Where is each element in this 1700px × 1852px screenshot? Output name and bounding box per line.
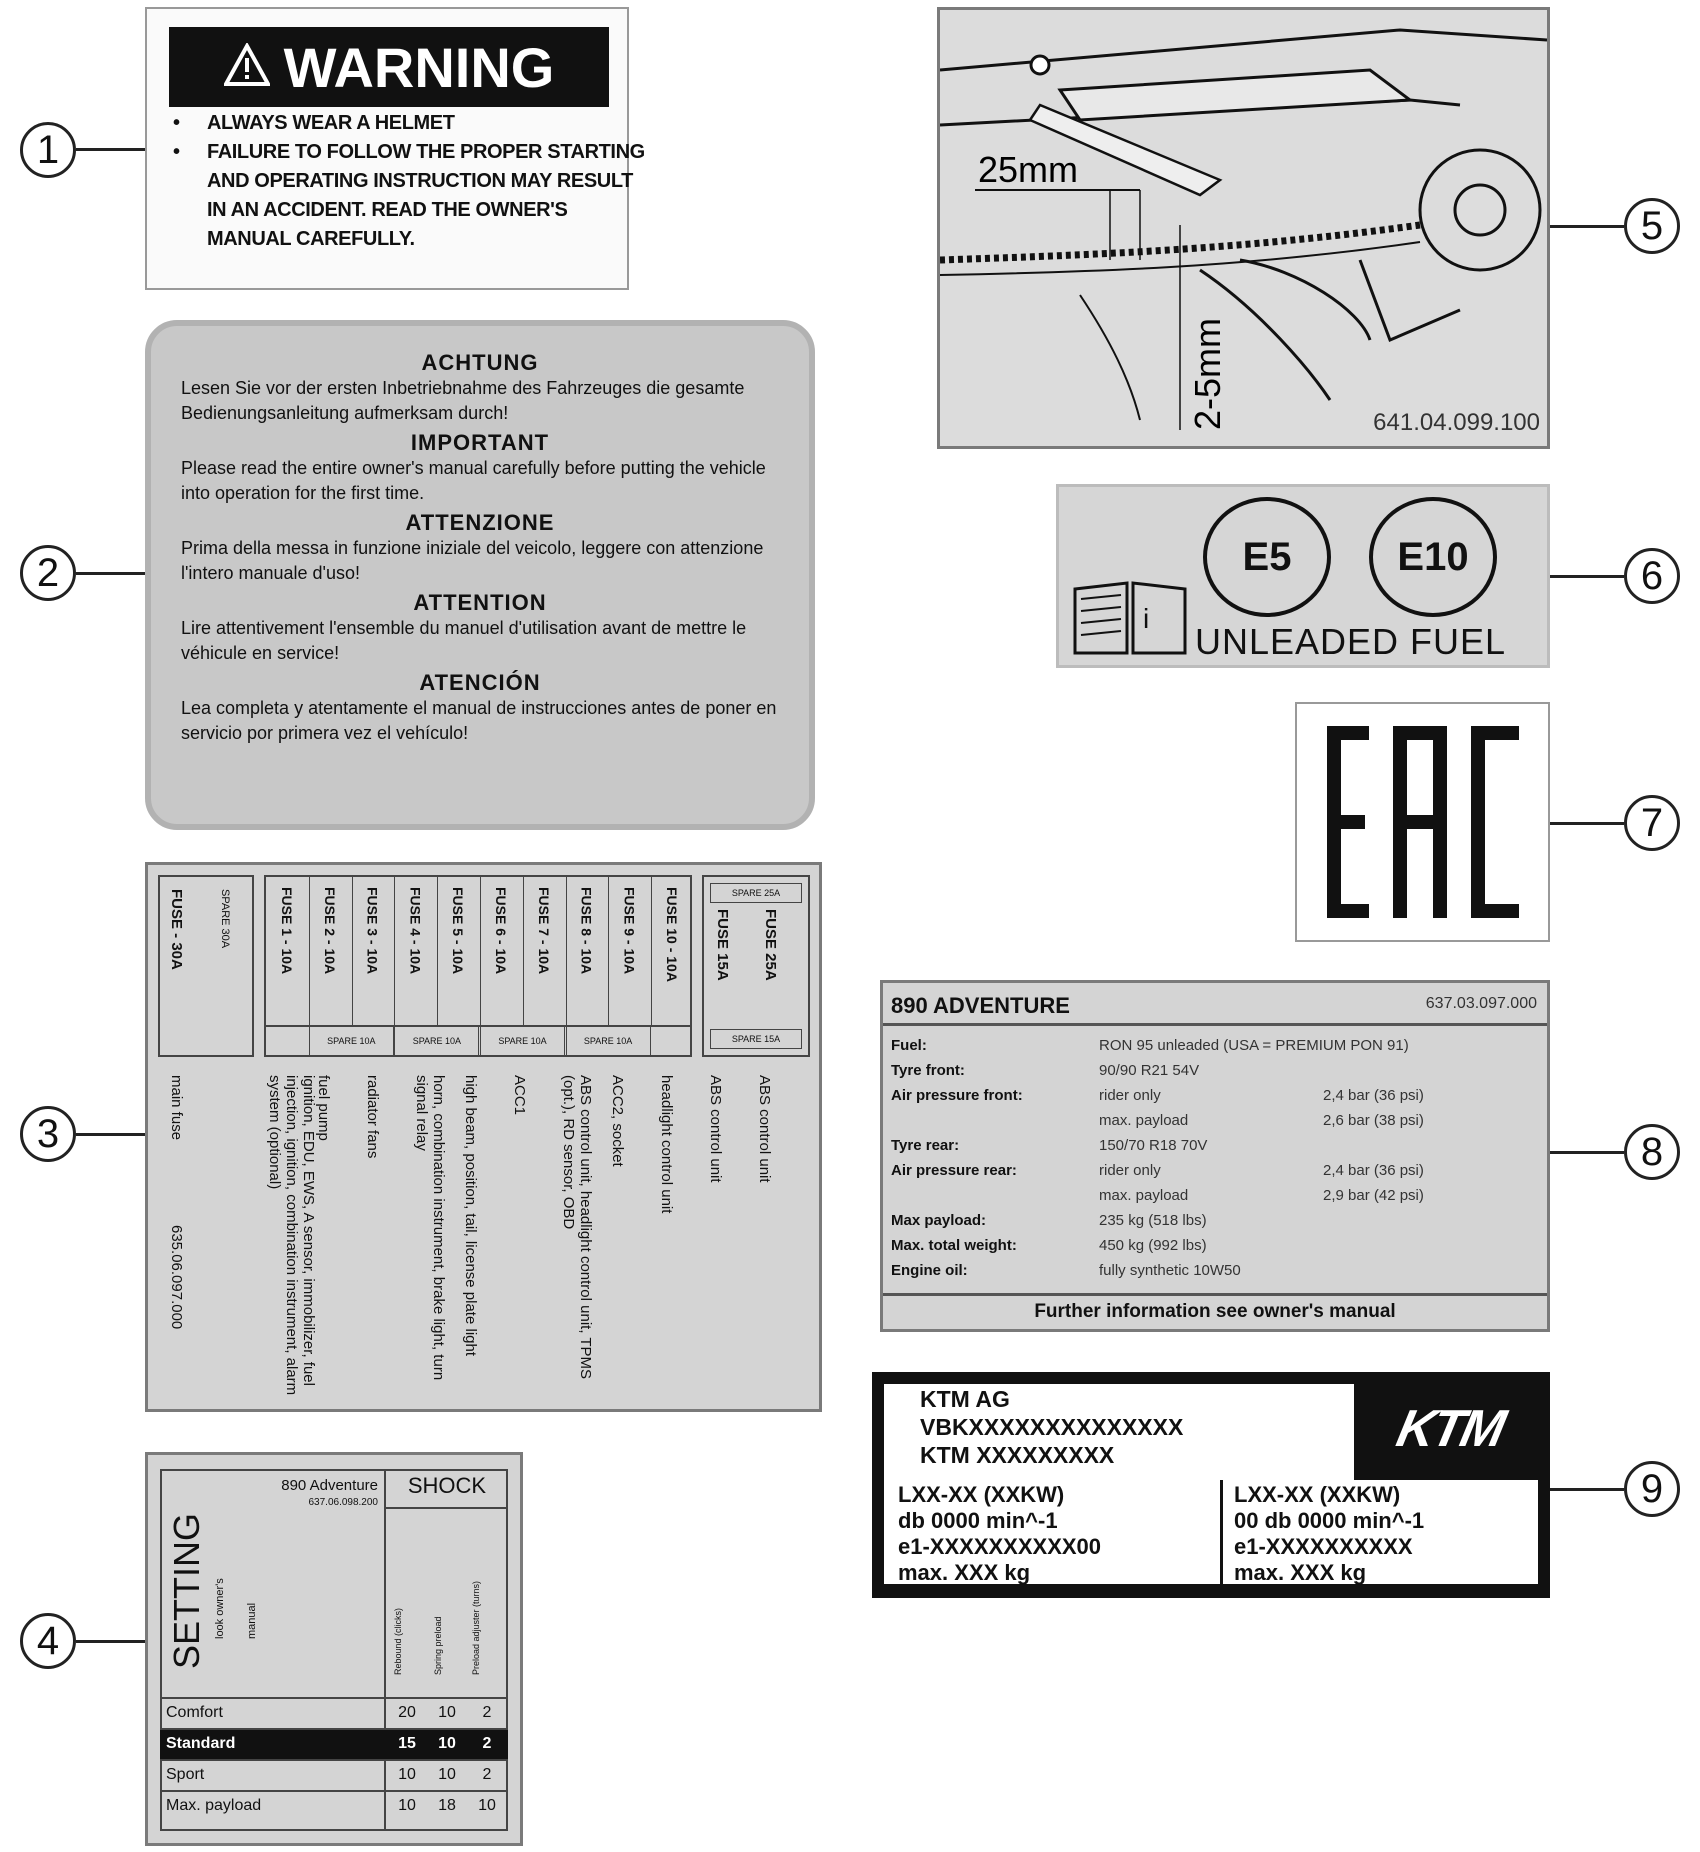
- main-fuse-label: FUSE - 30A: [168, 889, 185, 970]
- adventure-row-value: 450 kg (992 lbs): [1099, 1237, 1207, 1254]
- ktm-logo-text: KTM: [1392, 1400, 1508, 1458]
- callout-9: [1624, 1461, 1680, 1517]
- adventure-row-key: Engine oil:: [891, 1262, 968, 1279]
- fuse-25a-label: FUSE 25A: [762, 909, 779, 981]
- shock-col-rebound: Rebound (clicks): [393, 1607, 403, 1675]
- fuse-description: ABS control unit: [707, 1075, 724, 1183]
- callout-6-number: 6: [1640, 553, 1664, 598]
- fuse-column-divider: [523, 875, 524, 1025]
- shock-heading: SHOCK: [407, 1473, 487, 1498]
- fuse-3-label: FUSE 3 - 10A: [364, 887, 381, 975]
- setting-sub2: manual: [246, 1602, 258, 1639]
- fuse-4-label: FUSE 4 - 10A: [407, 887, 424, 975]
- spare-10a-label: SPARE 10A: [309, 1027, 394, 1055]
- fuse-column-divider: [309, 875, 310, 1025]
- setting-row-value: 2: [482, 1704, 492, 1721]
- fuse-10-label: FUSE 10 - 10A: [664, 887, 681, 982]
- adventure-footer: Further information see owner's manual: [1034, 1301, 1396, 1322]
- callout-4: [20, 1613, 76, 1669]
- setting-row-value: 15: [398, 1735, 416, 1752]
- adventure-row-key: Tyre front:: [891, 1062, 965, 1079]
- adventure-row-key: Fuel:: [891, 1037, 927, 1054]
- callout-2-number: 2: [36, 550, 60, 595]
- plate-vin: VBKXXXXXXXXXXXXXX: [920, 1414, 1184, 1440]
- notice-heading-en: IMPORTANT: [410, 430, 550, 455]
- adventure-row-value: rider only: [1099, 1162, 1161, 1179]
- setting-row-name: Max. payload: [166, 1797, 262, 1814]
- callout-9-number: 9: [1640, 1466, 1664, 1511]
- leader-line-3: [76, 1133, 146, 1136]
- fuse-description: fuel pump: [315, 1075, 332, 1141]
- adventure-row-key: Air pressure rear:: [891, 1162, 1017, 1179]
- type-plate-bottom: [884, 1480, 1538, 1584]
- adventure-row-value-2: 2,9 bar (42 psi): [1323, 1187, 1424, 1204]
- fuse-description: horn, combination instrument, brake light, turn signal relay: [413, 1075, 447, 1381]
- callout-5-number: 5: [1640, 203, 1664, 248]
- manual-book-icon: [1071, 579, 1189, 657]
- chain-dimension-25mm: 25mm: [978, 149, 1079, 190]
- notice-text-es: Lea completa y atentamente el manual de instrucciones antes de poner en servicio por primera vez el vehículo!: [181, 698, 777, 743]
- fuse-column-divider: [566, 875, 567, 1025]
- fuse-8-label: FUSE 8 - 10A: [578, 887, 595, 975]
- e10-text: E10: [1397, 534, 1469, 579]
- fuse-label-part-number: 635.06.097.000: [168, 1225, 185, 1330]
- shock-col-preload: Spring preload: [433, 1616, 443, 1675]
- adventure-row-value: 150/70 R18 70V: [1099, 1137, 1208, 1154]
- callout-3-number: 3: [36, 1111, 60, 1156]
- spare-15a-label: SPARE 15A: [710, 1029, 802, 1049]
- adventure-row-value: fully synthetic 10W50: [1099, 1262, 1241, 1279]
- plate-right-line-3: e1-XXXXXXXXXX: [1234, 1534, 1413, 1559]
- adventure-row-key: Air pressure front:: [891, 1087, 1023, 1104]
- e5-text: E5: [1242, 534, 1292, 579]
- adventure-row-value-2: 2,6 bar (38 psi): [1323, 1112, 1424, 1129]
- fuse-1-label: FUSE 1 - 10A: [279, 887, 295, 975]
- setting-row-value: 20: [398, 1704, 416, 1721]
- fuse-column-divider: [394, 875, 395, 1025]
- setting-title: SETTING: [166, 1512, 207, 1669]
- fuse-column-divider: [651, 875, 652, 1025]
- callout-3: [20, 1106, 76, 1162]
- setting-row: [160, 1728, 508, 1759]
- unleaded-fuel-caption: UNLEADED FUEL: [1195, 621, 1507, 662]
- callout-7-number: 7: [1640, 800, 1664, 845]
- setting-row-name: Sport: [166, 1766, 205, 1783]
- setting-row-value: 10: [398, 1797, 416, 1814]
- setting-row-value: 10: [438, 1735, 456, 1752]
- fuse-column-divider: [608, 875, 609, 1025]
- plate-manufacturer: KTM AG: [920, 1386, 1010, 1412]
- suspension-setting-label: [145, 1452, 523, 1846]
- notice-heading-it: ATTENZIONE: [405, 510, 555, 535]
- desc-main-fuse: main fuse: [168, 1075, 185, 1141]
- spare-10a-label: SPARE 10A: [566, 1027, 651, 1055]
- fuse-description: ACC1: [511, 1075, 528, 1116]
- setting-part-number: 637.06.098.200: [308, 1497, 378, 1508]
- setting-row: [160, 1790, 508, 1821]
- fuse-column-divider: [352, 875, 353, 1025]
- manual-info-letter: i: [1143, 603, 1150, 634]
- fuse-2-label: FUSE 2 - 10A: [321, 887, 338, 975]
- notice-text-fr: Lire attentivement l'ensemble du manuel d'utilisation avant de mettre le véhicule en service!: [181, 618, 747, 663]
- setting-row-value: 10: [438, 1704, 456, 1721]
- plate-right-line-2: 00 db 0000 min^-1: [1234, 1508, 1425, 1533]
- plate-left-line-1: LXX-XX (XXKW): [898, 1482, 1065, 1507]
- setting-row-value: 10: [438, 1766, 456, 1783]
- adventure-row-key: Max. total weight:: [891, 1237, 1017, 1254]
- leader-line-7: [1550, 822, 1624, 825]
- callout-6: [1624, 548, 1680, 604]
- adventure-row-value: max. payload: [1099, 1187, 1189, 1204]
- adventure-row-key: Max payload:: [891, 1212, 987, 1229]
- fuse-column-divider: [437, 875, 438, 1025]
- e10-badge: [1369, 497, 1497, 617]
- setting-row-name: Comfort: [166, 1704, 223, 1721]
- adventure-row-value: 235 kg (518 lbs): [1099, 1212, 1207, 1229]
- main-fuse-block: [158, 875, 254, 1057]
- warning-triangle-icon: [224, 35, 270, 100]
- warning-title: WARNING: [283, 35, 555, 99]
- adventure-model: 890 ADVENTURE: [891, 993, 1070, 1018]
- leader-line-6: [1550, 575, 1624, 578]
- chain-tension-label: [937, 7, 1550, 449]
- fuse-description: high beam, position, tail, license plate light: [462, 1075, 479, 1357]
- plate-left-line-2: db 0000 min^-1: [898, 1508, 1058, 1533]
- adventure-row-value: RON 95 unleaded (USA = PREMIUM PON 91): [1099, 1037, 1409, 1054]
- warning-bullet-helmet: • ALWAYS WEAR A HELMET: [207, 109, 647, 138]
- setting-row-value: 2: [482, 1766, 492, 1783]
- callout-8-number: 8: [1640, 1129, 1664, 1174]
- callout-4-number: 4: [36, 1618, 60, 1663]
- fuse-description: ACC2, socket: [609, 1075, 626, 1167]
- notice-text-it: Prima della messa in funzione iniziale del veicolo, leggere con attenzione l'intero manuale d'uso!: [181, 538, 764, 583]
- callout-5: [1624, 198, 1680, 254]
- fuse-description: ABS control unit, headlight control unit, TPMS (opt.), RD sensor, OBD: [560, 1075, 594, 1380]
- fuse-5-label: FUSE 5 - 10A: [450, 887, 467, 975]
- spare-25a-label: SPARE 25A: [710, 883, 802, 903]
- leader-line-5: [1550, 225, 1624, 228]
- ktm-logo: [1370, 1394, 1530, 1464]
- plate-model-code: KTM XXXXXXXXX: [920, 1442, 1115, 1468]
- adventure-row-value-2: 2,4 bar (36 psi): [1323, 1087, 1424, 1104]
- adventure-footer-line: [883, 1293, 1547, 1296]
- type-plate-divider: [1220, 1480, 1223, 1584]
- setting-row-value: 10: [398, 1766, 416, 1783]
- callout-8: [1624, 1124, 1680, 1180]
- setting-row: [160, 1697, 508, 1728]
- setting-row-value: 2: [482, 1735, 492, 1752]
- vehicle-info-label: [880, 980, 1550, 1332]
- warning-sticker: [145, 7, 645, 290]
- eac-mark-logo: [1297, 704, 1548, 940]
- setting-row-value: 10: [478, 1797, 496, 1814]
- notice-text-en: Please read the entire owner's manual carefully before putting the vehicle into operation for the first time.: [181, 458, 766, 503]
- setting-row: [160, 1759, 508, 1790]
- warning-bullets: [169, 109, 647, 254]
- warning-bullet-manual: • FAILURE TO FOLLOW THE PROPER STARTING AND OPERATING INSTRUCTION MAY RESULT IN AN ACCIDENT. READ THE OWNER'S MANUAL CAREFULLY.: [207, 138, 647, 254]
- adventure-header-line: [883, 1023, 1547, 1026]
- setting-model: 890 Adventure: [281, 1477, 378, 1494]
- plate-left-line-4: max. XXX kg: [898, 1560, 1031, 1585]
- leader-line-8: [1550, 1151, 1624, 1154]
- fuse-6-label: FUSE 6 - 10A: [493, 887, 509, 975]
- fuse-9-label: FUSE 9 - 10A: [621, 887, 638, 975]
- callout-7: [1624, 795, 1680, 851]
- adventure-row-key: Tyre rear:: [891, 1137, 960, 1154]
- spare-10a-label: SPARE 10A: [394, 1027, 479, 1055]
- spare-10a-label: SPARE 10A: [480, 1027, 565, 1055]
- adventure-row-value: rider only: [1099, 1087, 1161, 1104]
- notice-heading-fr: ATTENTION: [413, 590, 547, 615]
- plate-right-line-4: max. XXX kg: [1234, 1560, 1367, 1585]
- multilingual-notice-sticker: [145, 320, 815, 830]
- setting-row-value: 18: [438, 1797, 456, 1814]
- adventure-row-value: max. payload: [1099, 1112, 1189, 1129]
- fuse-15a-label: FUSE 15A: [714, 909, 731, 981]
- fuse-column-divider: [480, 875, 481, 1025]
- type-plate: [872, 1372, 1550, 1598]
- plate-left-column: [898, 1482, 1101, 1586]
- chain-dimension-2-5mm: 2-5mm: [1187, 317, 1228, 430]
- callout-1: [20, 122, 76, 178]
- leader-line-4: [76, 1640, 146, 1643]
- leader-line-9: [1550, 1488, 1624, 1491]
- warning-header: [169, 27, 609, 107]
- fuse-description: ignition, EDU, EWS, A sensor, immobilizer, fuel injection, ignition, combination instrument, alarm system (optional): [266, 1075, 317, 1396]
- chain-tension-drawing: [940, 10, 1547, 446]
- eac-conformity-label: [1295, 702, 1550, 942]
- plate-right-line-1: LXX-XX (XXKW): [1234, 1482, 1401, 1507]
- callout-1-number: 1: [36, 127, 60, 172]
- fuse-description: radiator fans: [364, 1075, 381, 1159]
- setting-sub1: look owner's: [214, 1578, 226, 1639]
- shock-underline: [384, 1507, 508, 1509]
- fuel-label: [1056, 484, 1550, 668]
- leader-line-1: [76, 148, 146, 151]
- leader-line-2: [76, 572, 146, 575]
- fuse-description: headlight control unit: [658, 1075, 675, 1214]
- main-spare-label: SPARE 30A: [219, 889, 231, 949]
- notice-heading-es: ATENCIÓN: [419, 670, 541, 695]
- chain-part-number: 641.04.099.100: [1373, 409, 1540, 436]
- notice-text-de: Lesen Sie vor der ersten Inbetriebnahme des Fahrzeuges die gesamte Bedienungsanleitung aufmerksam durch!: [181, 378, 745, 423]
- e5-badge: [1203, 497, 1331, 617]
- adventure-row-value-2: 2,4 bar (36 psi): [1323, 1162, 1424, 1179]
- notice-heading-de: ACHTUNG: [421, 350, 539, 375]
- adventure-part-number: 637.03.097.000: [1425, 995, 1537, 1012]
- shock-col-adjuster: Preload adjuster (turns): [471, 1580, 481, 1675]
- plate-right-column: [1234, 1482, 1424, 1586]
- fuse-7-label: FUSE 7 - 10A: [535, 887, 552, 975]
- type-plate-top: [884, 1384, 1354, 1480]
- fuse-15-25-block: [702, 875, 810, 1057]
- plate-left-line-3: e1-XXXXXXXXXX00: [898, 1534, 1102, 1559]
- fuse-box-label: [145, 862, 822, 1412]
- callout-2: [20, 545, 76, 601]
- fuse-description: ABS control unit: [756, 1075, 773, 1183]
- adventure-row-value: 90/90 R21 54V: [1099, 1062, 1200, 1079]
- setting-row-name: Standard: [166, 1735, 236, 1752]
